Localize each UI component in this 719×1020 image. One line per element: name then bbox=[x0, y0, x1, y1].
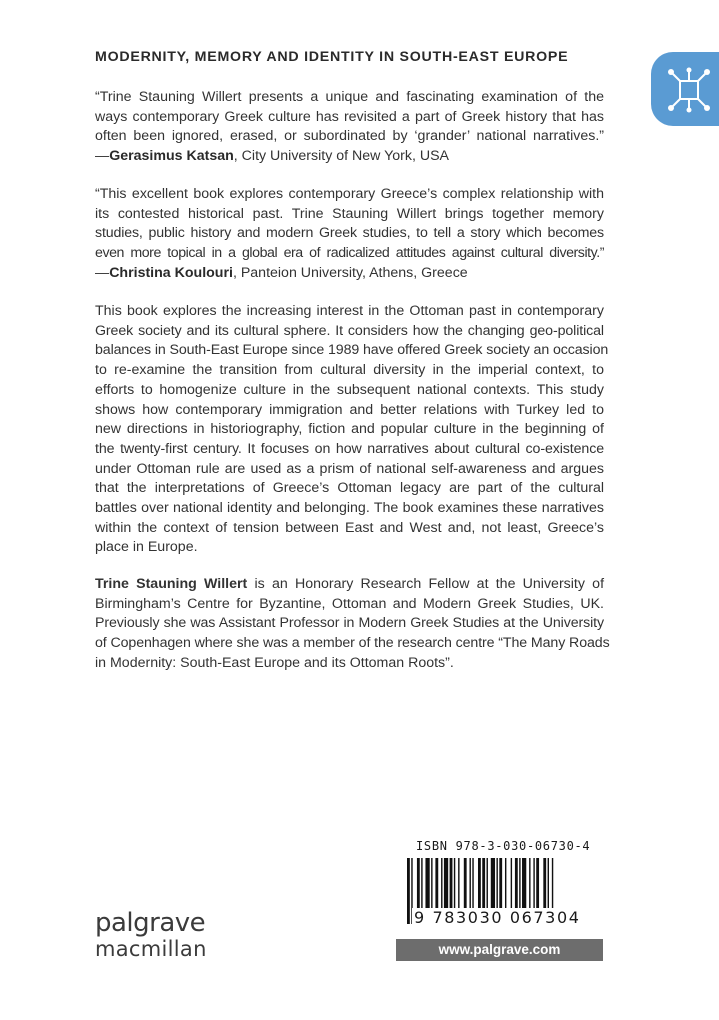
quote-affiliation: , Panteion University, Athens, Greece bbox=[232, 264, 468, 281]
bio-line: in Modernity: South-East Europe and its Ottoman Roots”. bbox=[95, 654, 454, 671]
barcode-bar bbox=[515, 858, 518, 910]
description-line: place in Europe. bbox=[95, 539, 198, 556]
quote-line: even more topical in a global era of radicalized attitudes against cultural diversity.” bbox=[95, 245, 604, 262]
barcode-bar bbox=[431, 858, 432, 910]
quote-line: “This excellent book explores contemporary Greece’s complex relationship with bbox=[95, 186, 604, 202]
bio-line: Birmingham’s Centre for Byzantine, Ottoman and Modern Greek Studies, UK. bbox=[95, 595, 604, 612]
isbn-label: ISBN 978-3-030-06730-4 bbox=[416, 839, 591, 853]
quote-author: Christina Koulouri bbox=[109, 264, 233, 281]
bio-line: of Copenhagen where she was a member of the research centre “The Many Roads bbox=[95, 635, 610, 652]
description-line: Greek society and its cultural sphere. It considers how the changing geo-political bbox=[95, 322, 604, 339]
description-line: new directions in historiography, fiction and popular culture in the beginning of bbox=[95, 421, 604, 438]
barcode-bar bbox=[487, 858, 488, 910]
quote-line: often been ignored, erased, or subordinated by ‘grander’ national narratives.” bbox=[95, 128, 604, 145]
barcode-bar bbox=[469, 858, 470, 910]
publisher-logo-line2: macmillan bbox=[95, 937, 207, 961]
quote-attribution bbox=[95, 147, 604, 167]
bio-line bbox=[95, 575, 604, 595]
barcode-bar bbox=[533, 858, 534, 910]
series-title: MODERNITY, MEMORY AND IDENTITY IN SOUTH-EAST EUROPE bbox=[95, 49, 569, 65]
endorsement-quote-2 bbox=[95, 185, 604, 284]
description-line: efforts to homogenize culture in the subsequent national contexts. This study bbox=[95, 381, 604, 398]
author-bio bbox=[95, 575, 610, 674]
barcode-digits: 9 783030 067304 bbox=[414, 908, 581, 927]
quote-attribution bbox=[95, 264, 604, 284]
attribution-dash: — bbox=[95, 148, 110, 165]
quote-line: ways contemporary Greek culture has revisited a part of Greek history that has bbox=[95, 108, 604, 125]
barcode-bar bbox=[454, 858, 455, 910]
barcode-bar bbox=[441, 858, 442, 910]
barcode-bar bbox=[421, 858, 422, 910]
description-line: under Ottoman rule are used as a prism of national self-awareness and argues bbox=[95, 460, 604, 477]
bio-line-rest: is an Honorary Research Fellow at the University of bbox=[247, 576, 605, 592]
barcode-bar bbox=[536, 858, 539, 910]
barcode-bar bbox=[529, 858, 530, 910]
description-line: battles over national identity and belonging. The book examines these narratives bbox=[95, 500, 604, 517]
quote-line: studies, public history and modern Greek studies, to tell a story which becomes bbox=[95, 225, 604, 242]
barcode-bar bbox=[511, 858, 512, 910]
barcode-bar bbox=[444, 858, 448, 910]
quote-affiliation: , City University of New York, USA bbox=[233, 148, 450, 165]
barcode-bar bbox=[458, 858, 459, 910]
book-description bbox=[95, 302, 609, 558]
publisher-logo bbox=[95, 909, 207, 961]
description-line: within the context of tension between East and West and, not least, Greece’s bbox=[95, 519, 604, 536]
barcode-bar bbox=[522, 858, 526, 910]
barcode-bar bbox=[543, 858, 546, 910]
barcode-bar bbox=[435, 858, 438, 910]
attribution-dash: — bbox=[95, 264, 110, 281]
quote-author: Gerasimus Katsan bbox=[109, 148, 234, 165]
description-line: This book explores the increasing interest in the Ottoman past in contemporary bbox=[95, 303, 604, 319]
description-line: the twenty-first century. It focuses on how narratives about cultural co-existence bbox=[95, 440, 604, 457]
barcode-bar bbox=[450, 858, 453, 910]
description-line: that the interpretations of Greece’s Ottoman legacy are part of the cultural bbox=[95, 480, 604, 497]
barcode-bar bbox=[425, 858, 429, 910]
endorsement-quote-1 bbox=[95, 88, 604, 167]
network-node-icon bbox=[664, 65, 714, 115]
description-line: balances in South-East Europe since 1989 have offered Greek society an occasion bbox=[95, 342, 609, 359]
barcode-bar bbox=[505, 858, 506, 910]
barcode-bar bbox=[407, 858, 410, 924]
barcode-bar bbox=[472, 858, 473, 910]
bio-line: Previously she was Assistant Professor in Modern Greek Studies at the University bbox=[95, 615, 604, 632]
publisher-logo-line1: palgrave bbox=[95, 908, 206, 938]
website-link[interactable]: www.palgrave.com bbox=[396, 939, 603, 961]
series-badge bbox=[651, 52, 719, 126]
barcode-bar bbox=[417, 858, 420, 910]
description-line: shows how contemporary immigration and better relations with Turkey led to bbox=[95, 401, 604, 418]
barcode-bar bbox=[464, 858, 467, 910]
barcode-bar bbox=[491, 858, 495, 910]
barcode-bar bbox=[499, 858, 502, 910]
barcode-bar bbox=[548, 858, 549, 910]
barcode-bar bbox=[496, 858, 497, 910]
barcode-bar bbox=[519, 858, 520, 910]
author-name: Trine Stauning Willert bbox=[95, 576, 248, 592]
description-line: to re-examine the transition from cultural diversity in the imperial context, to bbox=[95, 362, 604, 379]
quote-line: its contested historical past. Trine Stauning Willert brings together memory bbox=[95, 205, 604, 222]
quote-line: “Trine Stauning Willert presents a unique and fascinating examination of the bbox=[95, 89, 604, 105]
